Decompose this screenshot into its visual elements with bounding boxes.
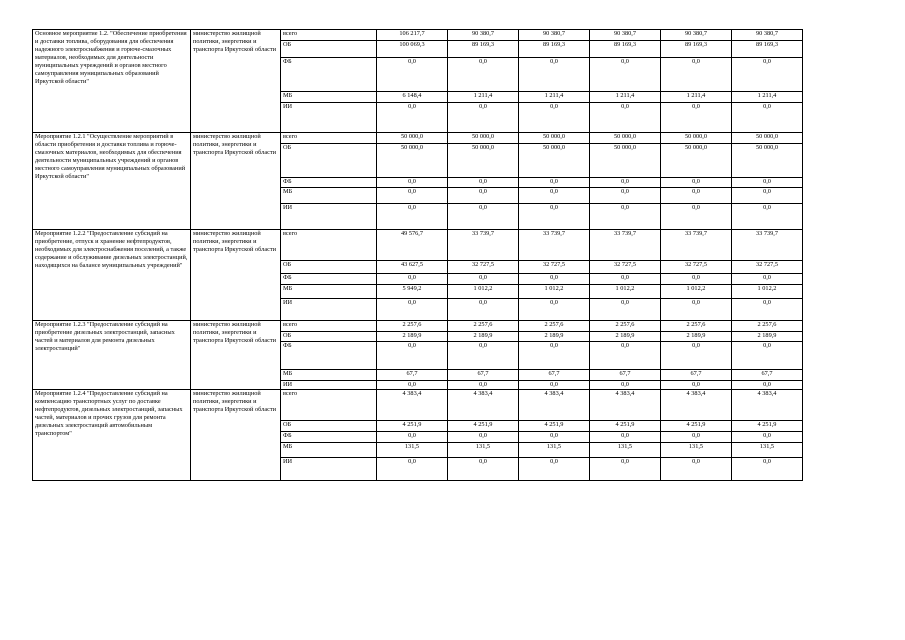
amount-cell: 0,0 [377, 178, 448, 188]
amount-cell: 131,5 [661, 443, 732, 458]
amount-cell: 0,0 [519, 204, 590, 230]
amount-cell: 32 727,5 [732, 261, 803, 274]
funding-source-cell: всего [281, 230, 377, 261]
measure-name-cell: Мероприятие 1.2.1 "Осуществление мероприятий в области приобретения и доставки топлива и горюче-смазочных материалов, необходимых для обеспечения деятельности муниципальных учреждений и органов местного самоуправления муниципальных образований Иркутской области" [33, 133, 191, 230]
amount-cell: 0,0 [448, 178, 519, 188]
funding-source-cell: МБ [281, 285, 377, 299]
amount-cell: 0,0 [519, 178, 590, 188]
amount-cell: 0,0 [732, 103, 803, 133]
amount-cell: 50 000,0 [590, 144, 661, 178]
amount-cell: 1 211,4 [732, 92, 803, 103]
funding-source-cell: ФБ [281, 178, 377, 188]
measure-name-cell: Мероприятие 1.2.2 "Предоставление субсидий на приобретение, отпуск и хранение нефтепродуктов, необходимых для электроснабжения поселений, а также содержание и обслуживание дизельных электростанций, находящихся на балансе муниципальных учреждений" [33, 230, 191, 321]
amount-cell: 0,0 [519, 103, 590, 133]
funding-source-cell: ОБ [281, 332, 377, 342]
amount-cell: 0,0 [519, 274, 590, 285]
amount-cell: 4 383,4 [732, 390, 803, 421]
amount-cell: 0,0 [448, 274, 519, 285]
amount-cell: 0,0 [448, 188, 519, 204]
amount-cell: 33 739,7 [661, 230, 732, 261]
amount-cell: 131,5 [732, 443, 803, 458]
amount-cell: 4 251,9 [448, 421, 519, 432]
amount-cell: 0,0 [661, 458, 732, 481]
amount-cell: 67,7 [519, 370, 590, 381]
amount-cell: 2 257,6 [661, 321, 732, 332]
amount-cell: 0,0 [377, 204, 448, 230]
amount-cell: 0,0 [732, 58, 803, 92]
amount-cell: 0,0 [661, 432, 732, 443]
budget-table [32, 29, 803, 481]
amount-cell: 1 211,4 [519, 92, 590, 103]
amount-cell: 2 189,9 [448, 332, 519, 342]
amount-cell: 90 380,7 [590, 30, 661, 41]
measure-name-cell: Мероприятие 1.2.4 "Предоставление субсидий на компенсацию транспортных услуг по доставке нефтепродуктов, дизельных электростанций, запасных частей, материалов и прочих грузов для ремонта дизельных электростанций автомобильным транспортом" [33, 390, 191, 481]
amount-cell: 67,7 [732, 370, 803, 381]
amount-cell: 50 000,0 [661, 133, 732, 144]
table-row [33, 321, 803, 332]
amount-cell: 0,0 [661, 58, 732, 92]
amount-cell: 1 211,4 [448, 92, 519, 103]
amount-cell: 4 251,9 [519, 421, 590, 432]
amount-cell: 90 380,7 [519, 30, 590, 41]
amount-cell: 33 739,7 [448, 230, 519, 261]
amount-cell: 33 739,7 [519, 230, 590, 261]
funding-source-cell: ИИ [281, 103, 377, 133]
responsible-org-cell: министерство жилищной политики, энергетики и транспорта Иркутской области [191, 30, 281, 133]
amount-cell: 0,0 [590, 178, 661, 188]
amount-cell: 0,0 [590, 342, 661, 370]
amount-cell: 50 000,0 [377, 144, 448, 178]
amount-cell: 50 000,0 [732, 133, 803, 144]
amount-cell: 0,0 [732, 188, 803, 204]
amount-cell: 100 069,3 [377, 41, 448, 58]
funding-source-cell: ФБ [281, 432, 377, 443]
amount-cell: 67,7 [590, 370, 661, 381]
amount-cell: 6 148,4 [377, 92, 448, 103]
amount-cell: 1 012,2 [661, 285, 732, 299]
funding-source-cell: всего [281, 30, 377, 41]
amount-cell: 0,0 [377, 432, 448, 443]
amount-cell: 1 012,2 [732, 285, 803, 299]
funding-source-cell: ФБ [281, 342, 377, 370]
responsible-org-cell: министерство жилищной политики, энергетики и транспорта Иркутской области [191, 321, 281, 390]
amount-cell: 0,0 [448, 58, 519, 92]
amount-cell: 2 189,9 [377, 332, 448, 342]
amount-cell: 0,0 [732, 274, 803, 285]
table-row [33, 30, 803, 41]
amount-cell: 0,0 [590, 299, 661, 321]
amount-cell: 50 000,0 [519, 144, 590, 178]
amount-cell: 89 169,3 [661, 41, 732, 58]
amount-cell: 0,0 [448, 204, 519, 230]
amount-cell: 50 000,0 [732, 144, 803, 178]
amount-cell: 89 169,3 [448, 41, 519, 58]
amount-cell: 50 000,0 [661, 144, 732, 178]
amount-cell: 4 251,9 [590, 421, 661, 432]
amount-cell: 0,0 [519, 299, 590, 321]
amount-cell: 4 251,9 [732, 421, 803, 432]
amount-cell: 131,5 [590, 443, 661, 458]
amount-cell: 0,0 [377, 103, 448, 133]
amount-cell: 0,0 [377, 274, 448, 285]
amount-cell: 89 169,3 [519, 41, 590, 58]
amount-cell: 2 257,6 [377, 321, 448, 332]
amount-cell: 0,0 [590, 432, 661, 443]
measure-name-cell: Мероприятие 1.2.3 "Предоставление субсидий на приобретение дизельных электростанций, запасных частей и материалов для ремонта дизельных электростанций" [33, 321, 191, 390]
amount-cell: 0,0 [519, 458, 590, 481]
funding-source-cell: ИИ [281, 299, 377, 321]
funding-source-cell: МБ [281, 92, 377, 103]
amount-cell: 0,0 [732, 381, 803, 390]
amount-cell: 1 211,4 [590, 92, 661, 103]
amount-cell: 0,0 [661, 274, 732, 285]
amount-cell: 0,0 [377, 342, 448, 370]
amount-cell: 50 000,0 [448, 133, 519, 144]
amount-cell: 0,0 [661, 188, 732, 204]
funding-source-cell: ФБ [281, 274, 377, 285]
amount-cell: 0,0 [661, 381, 732, 390]
amount-cell: 0,0 [732, 299, 803, 321]
amount-cell: 0,0 [519, 432, 590, 443]
amount-cell: 67,7 [661, 370, 732, 381]
amount-cell: 2 189,9 [590, 332, 661, 342]
amount-cell: 32 727,5 [519, 261, 590, 274]
amount-cell: 50 000,0 [448, 144, 519, 178]
amount-cell: 0,0 [448, 458, 519, 481]
funding-source-cell: всего [281, 321, 377, 332]
amount-cell: 0,0 [590, 274, 661, 285]
funding-source-cell: ИИ [281, 204, 377, 230]
amount-cell: 0,0 [519, 58, 590, 92]
amount-cell: 67,7 [377, 370, 448, 381]
amount-cell: 0,0 [448, 299, 519, 321]
funding-source-cell: ОБ [281, 144, 377, 178]
amount-cell: 0,0 [661, 178, 732, 188]
amount-cell: 0,0 [732, 432, 803, 443]
amount-cell: 4 383,4 [661, 390, 732, 421]
amount-cell: 0,0 [377, 381, 448, 390]
amount-cell: 49 576,7 [377, 230, 448, 261]
amount-cell: 0,0 [377, 188, 448, 204]
table-row [33, 390, 803, 421]
amount-cell: 1 012,2 [448, 285, 519, 299]
amount-cell: 4 383,4 [590, 390, 661, 421]
amount-cell: 2 257,6 [519, 321, 590, 332]
amount-cell: 1 012,2 [590, 285, 661, 299]
amount-cell: 106 217,7 [377, 30, 448, 41]
amount-cell: 0,0 [732, 204, 803, 230]
amount-cell: 0,0 [590, 381, 661, 390]
funding-source-cell: ИИ [281, 381, 377, 390]
amount-cell: 90 380,7 [448, 30, 519, 41]
amount-cell: 0,0 [519, 381, 590, 390]
amount-cell: 0,0 [377, 58, 448, 92]
funding-source-cell: МБ [281, 443, 377, 458]
amount-cell: 0,0 [661, 342, 732, 370]
amount-cell: 0,0 [377, 299, 448, 321]
amount-cell: 0,0 [590, 58, 661, 92]
amount-cell: 0,0 [732, 178, 803, 188]
amount-cell: 0,0 [448, 342, 519, 370]
funding-source-cell: всего [281, 390, 377, 421]
amount-cell: 4 383,4 [377, 390, 448, 421]
amount-cell: 0,0 [519, 342, 590, 370]
amount-cell: 0,0 [590, 458, 661, 481]
amount-cell: 50 000,0 [590, 133, 661, 144]
amount-cell: 32 727,5 [590, 261, 661, 274]
amount-cell: 1 012,2 [519, 285, 590, 299]
amount-cell: 43 627,5 [377, 261, 448, 274]
amount-cell: 131,5 [377, 443, 448, 458]
amount-cell: 90 380,7 [661, 30, 732, 41]
amount-cell: 4 383,4 [519, 390, 590, 421]
amount-cell: 2 257,6 [590, 321, 661, 332]
amount-cell: 32 727,5 [661, 261, 732, 274]
amount-cell: 0,0 [661, 299, 732, 321]
amount-cell: 2 257,6 [732, 321, 803, 332]
amount-cell: 0,0 [377, 458, 448, 481]
funding-source-cell: ИИ [281, 458, 377, 481]
amount-cell: 4 251,9 [377, 421, 448, 432]
table-row [33, 133, 803, 144]
amount-cell: 50 000,0 [377, 133, 448, 144]
amount-cell: 2 189,9 [732, 332, 803, 342]
amount-cell: 0,0 [519, 188, 590, 204]
amount-cell: 4 251,9 [661, 421, 732, 432]
funding-source-cell: ОБ [281, 41, 377, 58]
amount-cell: 33 739,7 [732, 230, 803, 261]
funding-source-cell: МБ [281, 188, 377, 204]
amount-cell: 89 169,3 [590, 41, 661, 58]
amount-cell: 0,0 [732, 342, 803, 370]
amount-cell: 32 727,5 [448, 261, 519, 274]
responsible-org-cell: министерство жилищной политики, энергетики и транспорта Иркутской области [191, 133, 281, 230]
amount-cell: 67,7 [448, 370, 519, 381]
amount-cell: 0,0 [732, 458, 803, 481]
table-row [33, 230, 803, 261]
amount-cell: 50 000,0 [519, 133, 590, 144]
amount-cell: 131,5 [448, 443, 519, 458]
amount-cell: 0,0 [590, 103, 661, 133]
measure-name-cell: Основное мероприятие 1.2. "Обеспечение приобретения и доставки топлива, оборудования для обеспечения надежного электроснабжения и горюче-смазочных материалов, необходимых для деятельности муниципальных учреждений и органов местного самоуправления муниципальных образований Иркутской области" [33, 30, 191, 133]
amount-cell: 0,0 [590, 188, 661, 204]
funding-source-cell: всего [281, 133, 377, 144]
amount-cell: 0,0 [661, 204, 732, 230]
funding-source-cell: ОБ [281, 261, 377, 274]
funding-source-cell: ОБ [281, 421, 377, 432]
responsible-org-cell: министерство жилищной политики, энергетики и транспорта Иркутской области [191, 230, 281, 321]
amount-cell: 0,0 [448, 103, 519, 133]
funding-source-cell: ФБ [281, 58, 377, 92]
amount-cell: 0,0 [590, 204, 661, 230]
amount-cell: 0,0 [448, 432, 519, 443]
amount-cell: 2 189,9 [519, 332, 590, 342]
amount-cell: 4 383,4 [448, 390, 519, 421]
amount-cell: 0,0 [448, 381, 519, 390]
amount-cell: 1 211,4 [661, 92, 732, 103]
amount-cell: 5 949,2 [377, 285, 448, 299]
amount-cell: 89 169,3 [732, 41, 803, 58]
amount-cell: 90 380,7 [732, 30, 803, 41]
amount-cell: 2 257,6 [448, 321, 519, 332]
amount-cell: 0,0 [661, 103, 732, 133]
funding-source-cell: МБ [281, 370, 377, 381]
responsible-org-cell: министерство жилищной политики, энергетики и транспорта Иркутской области [191, 390, 281, 481]
amount-cell: 131,5 [519, 443, 590, 458]
amount-cell: 33 739,7 [590, 230, 661, 261]
amount-cell: 2 189,9 [661, 332, 732, 342]
